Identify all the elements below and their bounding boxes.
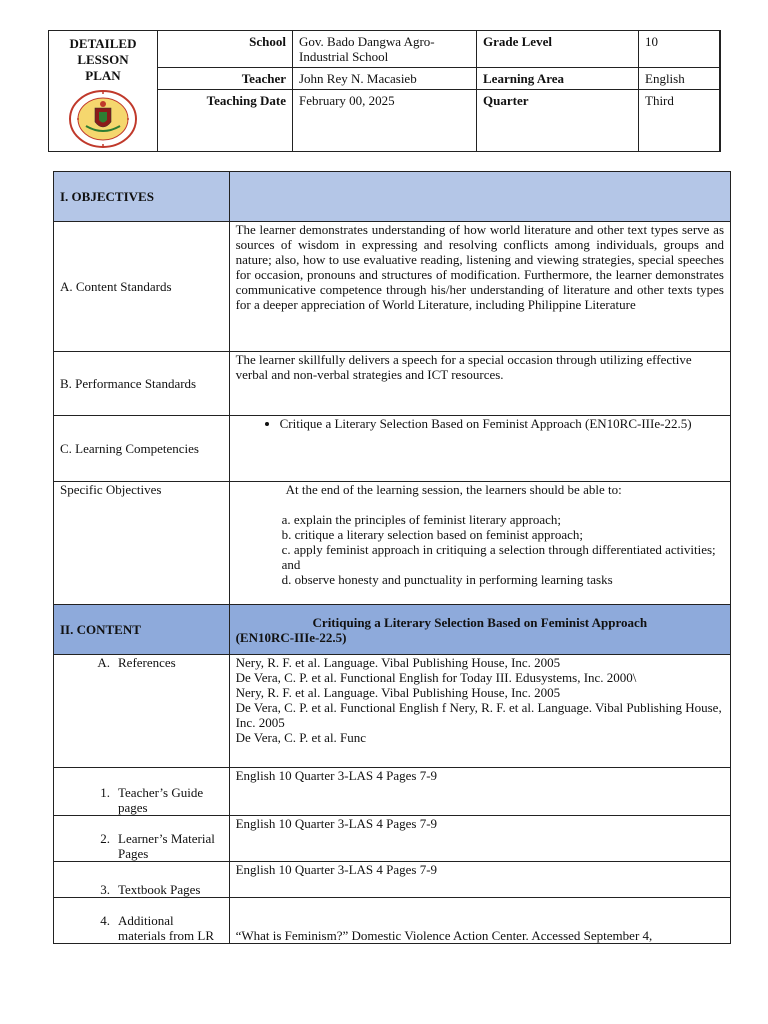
grade-level-label: Grade Level bbox=[477, 31, 639, 68]
learning-competencies-cell bbox=[229, 416, 730, 482]
objective-item: c. apply feminist approach in critiquing a selection through differentiated activities; and bbox=[281, 542, 716, 572]
teachers-guide-label-cell bbox=[54, 768, 230, 816]
content-standards-row bbox=[54, 222, 731, 352]
item-number: 4. bbox=[100, 913, 110, 928]
objectives-heading-blank bbox=[229, 172, 730, 222]
item-number: 2. bbox=[100, 831, 110, 846]
school-label: School bbox=[158, 31, 293, 68]
textbook-pages-value: English 10 Quarter 3-LAS 4 Pages 7-9 bbox=[229, 862, 730, 898]
textbook-pages-label: Textbook Pages bbox=[118, 882, 201, 897]
reference-line: Nery, R. F. et al. Language. Vibal Publishing House, Inc. 2005 bbox=[235, 655, 561, 670]
additional-materials-label-cell bbox=[54, 898, 230, 944]
additional-materials-row bbox=[54, 898, 731, 944]
item-number: 3. bbox=[100, 882, 110, 897]
learners-material-value: English 10 Quarter 3-LAS 4 Pages 7-9 bbox=[229, 816, 730, 862]
learning-competencies-row bbox=[54, 416, 731, 482]
quarter-label: Quarter bbox=[477, 90, 639, 152]
objective-item: d. observe honesty and punctuality in performing learning tasks bbox=[281, 572, 613, 587]
content-standards-text: The learner demonstrates understanding of how world literature and other text types serve as sources of wisdom in expressing and resolving conflicts among individuals, groups and nature; also, how to use evaluative reading, listening and viewing strategies, special speeches for occasion, pronouns and structures of modification. Furthermore, the learner demonstrates communicative competence through his/her understanding of literature and other texts types for a deeper appreciation of World Literature, including Philippine Literature bbox=[229, 222, 730, 352]
objective-item: a. explain the principles of feminist literary approach; bbox=[281, 512, 561, 527]
title-line: DETAILED bbox=[69, 36, 137, 51]
quarter-value: Third bbox=[639, 90, 721, 152]
reference-line: Nery, R. F. et al. Language. Vibal Publishing House, Inc. 2005 bbox=[235, 685, 561, 700]
additional-materials-label: Additional materials from LR bbox=[118, 913, 215, 943]
references-row bbox=[54, 655, 731, 768]
specific-objectives-label: Specific Objectives bbox=[54, 482, 230, 605]
teachers-guide-row bbox=[54, 768, 731, 816]
learners-material-label: Learner’s Material Pages bbox=[118, 831, 215, 861]
learning-area-label: Learning Area bbox=[477, 68, 639, 90]
reference-line: De Vera, C. P. et al. Functional English for Today III. Edusystems, Inc. 2000\ bbox=[235, 670, 637, 685]
competency-bullet-item: • Critique a Literary Selection Based on Feminist Approach (EN10RC-IIIe-22.5) bbox=[280, 416, 724, 431]
references-cell bbox=[229, 655, 730, 768]
header-table bbox=[48, 30, 721, 152]
references-label: References bbox=[118, 655, 176, 670]
reference-line: De Vera, C. P. et al. Func bbox=[235, 730, 367, 745]
grade-level-value: 10 bbox=[639, 31, 721, 68]
learners-material-row bbox=[54, 816, 731, 862]
learners-material-label-cell bbox=[54, 816, 230, 862]
lesson-plan-table bbox=[53, 171, 731, 944]
textbook-pages-label-cell bbox=[54, 862, 230, 898]
references-label-cell bbox=[54, 655, 230, 768]
title-line: LESSON bbox=[77, 52, 129, 67]
learning-competencies-label: C. Learning Competencies bbox=[54, 416, 230, 482]
objectives-heading: I. OBJECTIVES bbox=[54, 172, 230, 222]
objective-item: b. critique a literary selection based on feminist approach; bbox=[281, 527, 584, 542]
learning-area-value: English bbox=[639, 68, 721, 90]
specific-objectives-intro: At the end of the learning session, the learners should be able to: bbox=[285, 482, 622, 497]
performance-standards-label: B. Performance Standards bbox=[54, 352, 230, 416]
performance-standards-row bbox=[54, 352, 731, 416]
reference-line: De Vera, C. P. et al. Functional English f Nery, R. F. et al. Language. Vibal Publishing House, Inc. 2005 bbox=[235, 700, 722, 730]
lesson-plan-title-cell bbox=[49, 31, 158, 152]
specific-objectives-row bbox=[54, 482, 731, 605]
content-heading-row bbox=[54, 605, 731, 655]
teachers-guide-value: English 10 Quarter 3-LAS 4 Pages 7-9 bbox=[229, 768, 730, 816]
content-title: Critiquing a Literary Selection Based on Feminist Approach bbox=[312, 614, 648, 630]
teacher-label: Teacher bbox=[158, 68, 293, 90]
school-value: Gov. Bado Dangwa Agro-Industrial School bbox=[293, 31, 477, 68]
performance-standards-text: The learner skillfully delivers a speech for a special occasion through utilizing effective verbal and non-verbal strategies and ICT resources. bbox=[229, 352, 730, 416]
school-seal-icon bbox=[68, 90, 138, 148]
references-number: A. bbox=[97, 655, 110, 670]
objectives-heading-row bbox=[54, 172, 731, 222]
teaching-date-label: Teaching Date bbox=[158, 90, 293, 152]
textbook-pages-row bbox=[54, 862, 731, 898]
content-heading: II. CONTENT bbox=[54, 605, 230, 655]
additional-materials-value: “What is Feminism?” Domestic Violence Action Center. Accessed September 4, bbox=[229, 898, 730, 944]
teachers-guide-label: Teacher’s Guide pages bbox=[118, 785, 204, 815]
content-code: (EN10RC-IIIe-22.5) bbox=[235, 629, 347, 645]
teaching-date-value: February 00, 2025 bbox=[293, 90, 477, 152]
item-number: 1. bbox=[100, 785, 110, 800]
content-standards-label: A. Content Standards bbox=[54, 222, 230, 352]
specific-objectives-cell bbox=[229, 482, 730, 605]
teacher-value: John Rey N. Macasieb bbox=[293, 68, 477, 90]
title-line: PLAN bbox=[85, 68, 121, 83]
content-title-cell bbox=[229, 605, 730, 655]
